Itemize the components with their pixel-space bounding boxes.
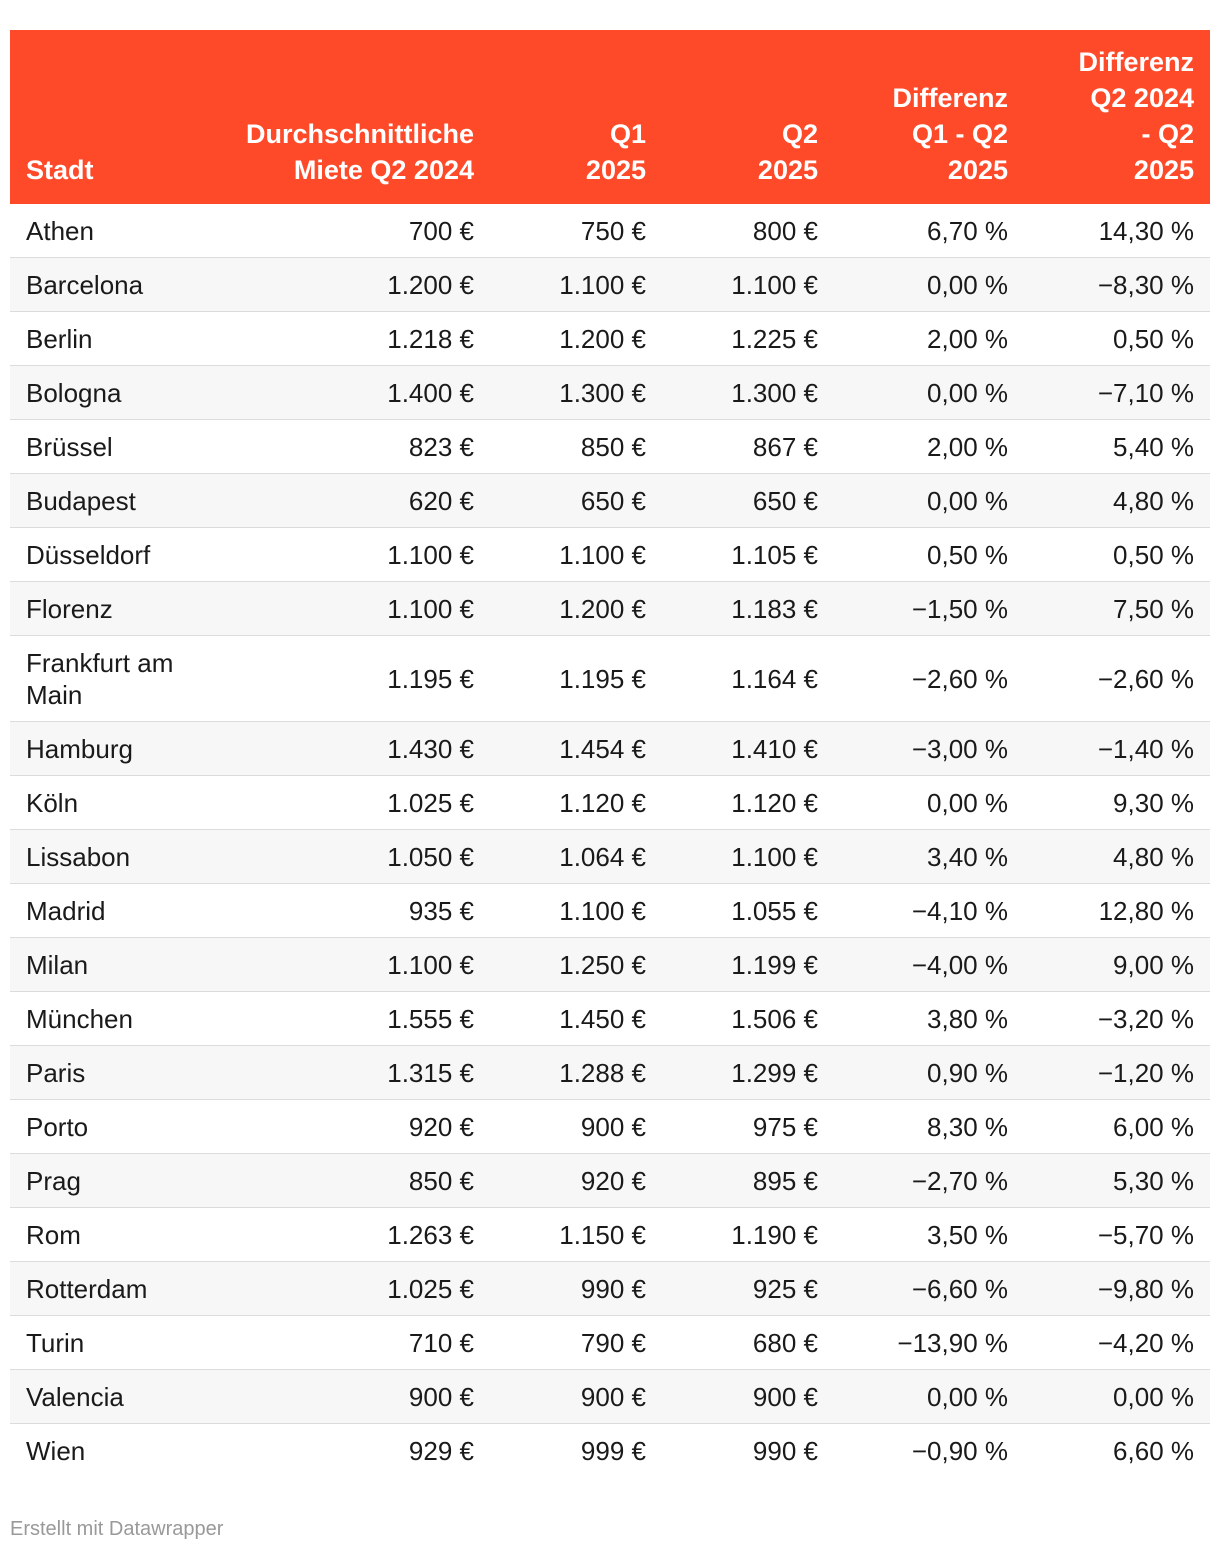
table-body [10,204,1210,1477]
cell-q1-2025: 1.100 € [490,528,662,582]
table-row [10,366,1210,420]
rent-table [10,30,1210,1477]
cell-diff-q1-q2: −2,60 % [834,636,1024,722]
cell-city: Turin [10,1316,200,1370]
cell-q2-2025: 1.105 € [662,528,834,582]
cell-city: Köln [10,776,200,830]
cell-avg-q2-2024: 1.100 € [200,582,490,636]
cell-diff-q1-q2: −4,10 % [834,884,1024,938]
header-diff-q1-q2[interactable] [834,30,1024,204]
cell-q1-2025: 900 € [490,1100,662,1154]
cell-avg-q2-2024: 1.050 € [200,830,490,884]
header-diff-yoy[interactable] [1024,30,1210,204]
cell-q2-2025: 680 € [662,1316,834,1370]
cell-diff-q1-q2: 8,30 % [834,1100,1024,1154]
cell-diff-yoy: 5,30 % [1024,1154,1210,1208]
header-line: 2025 [1133,155,1194,185]
table-row [10,258,1210,312]
table-row [10,582,1210,636]
header-line: Q1 - Q2 [911,119,1008,149]
cell-q2-2025: 1.410 € [662,722,834,776]
cell-city: Rom [10,1208,200,1262]
header-q2-2025[interactable] [662,30,834,204]
cell-diff-yoy: 6,00 % [1024,1100,1210,1154]
cell-diff-yoy: −5,70 % [1024,1208,1210,1262]
header-city[interactable] [10,30,200,204]
cell-diff-yoy: 14,30 % [1024,204,1210,258]
cell-q1-2025: 650 € [490,474,662,528]
cell-avg-q2-2024: 1.100 € [200,938,490,992]
header-line: - Q2 [1141,119,1194,149]
table-row [10,1370,1210,1424]
header-line: Q2 2024 [1090,83,1194,113]
cell-q2-2025: 925 € [662,1262,834,1316]
cell-avg-q2-2024: 1.400 € [200,366,490,420]
cell-diff-q1-q2: 0,90 % [834,1046,1024,1100]
cell-diff-q1-q2: 0,00 % [834,258,1024,312]
cell-city: Madrid [10,884,200,938]
cell-q2-2025: 975 € [662,1100,834,1154]
table-row [10,528,1210,582]
cell-diff-yoy: −8,30 % [1024,258,1210,312]
cell-q1-2025: 1.450 € [490,992,662,1046]
table-row [10,938,1210,992]
header-line: Q2 [781,119,818,149]
cell-q2-2025: 650 € [662,474,834,528]
cell-avg-q2-2024: 900 € [200,1370,490,1424]
cell-q1-2025: 999 € [580,1436,646,1466]
header-line: Differenz [892,83,1008,113]
cell-city: Lissabon [10,830,200,884]
cell-q2-2025: 1.199 € [662,938,834,992]
header-line: 2025 [947,155,1008,185]
cell-q2-2025: 1.100 € [662,830,834,884]
cell-diff-yoy: −1,20 % [1024,1046,1210,1100]
cell-diff-q1-q2: 0,00 % [834,1370,1024,1424]
cell-avg-q2-2024: 1.200 € [200,258,490,312]
cell-q1-2025: 1.200 € [490,582,662,636]
cell-diff-yoy: −7,10 % [1024,366,1210,420]
header-line: 2025 [757,155,818,185]
cell-city: Florenz [10,582,200,636]
header-q1-2025[interactable] [490,30,662,204]
cell-diff-yoy: 7,50 % [1024,582,1210,636]
cell-avg-q2-2024: 850 € [200,1154,490,1208]
cell-city: Düsseldorf [10,528,200,582]
cell-diff-q1-q2: 0,00 % [834,366,1024,420]
cell-q2-2025: 1.506 € [662,992,834,1046]
cell-diff-q1-q2: 2,00 % [834,312,1024,366]
cell-avg-q2-2024: 935 € [200,884,490,938]
cell-diff-yoy: −1,40 % [1024,722,1210,776]
table-row [10,884,1210,938]
cell-diff-q1-q2: 3,50 % [834,1208,1024,1262]
table-row [10,722,1210,776]
cell-diff-q1-q2: 6,70 % [834,204,1024,258]
cell-diff-yoy: −9,80 % [1024,1262,1210,1316]
cell-diff-yoy: −3,20 % [1024,992,1210,1046]
cell-avg-q2-2024: 620 € [200,474,490,528]
table-row [10,474,1210,528]
cell-city: Barcelona [10,258,200,312]
header-line: 2025 [585,155,646,185]
cell-diff-q1-q2: 0,00 % [834,474,1024,528]
cell-city: Prag [10,1154,200,1208]
cell-q2-2025: 990 € [752,1436,818,1466]
cell-avg-q2-2024: 1.195 € [200,636,490,722]
cell-q2-2025: 895 € [662,1154,834,1208]
cell-diff-q1-q2: 2,00 % [834,420,1024,474]
cell-city: Athen [10,204,200,258]
cell-q1-2025: 1.200 € [490,312,662,366]
cell-diff-q1-q2: −1,50 % [834,582,1024,636]
table-container [10,30,1210,1477]
header-line: Durchschnittliche [245,119,474,149]
cell-avg-q2-2024: 1.315 € [200,1046,490,1100]
cell-city: München [10,992,200,1046]
table-row [10,776,1210,830]
cell-city: Hamburg [10,722,200,776]
cell-avg-q2-2024: 710 € [200,1316,490,1370]
table-row [10,636,1210,722]
cell-diff-yoy: −4,20 % [1024,1316,1210,1370]
table-row [10,1100,1210,1154]
cell-diff-q1-q2: 3,40 % [834,830,1024,884]
cell-diff-yoy: 9,30 % [1024,776,1210,830]
cell-diff-q1-q2: 0,00 % [834,776,1024,830]
cell-avg-q2-2024: 1.263 € [200,1208,490,1262]
table-row [10,992,1210,1046]
cell-q2-2025: 1.183 € [662,582,834,636]
table-row [10,1262,1210,1316]
cell-q2-2025: 900 € [662,1370,834,1424]
cell-q2-2025: 1.120 € [662,776,834,830]
cell-avg-q2-2024: 1.100 € [200,528,490,582]
cell-diff-yoy: 9,00 % [1024,938,1210,992]
cell-q1-2025: 1.100 € [490,258,662,312]
header-line: Differenz [1078,47,1194,77]
cell-diff-yoy: 6,60 % [1113,1436,1194,1466]
cell-q2-2025: 1.164 € [662,636,834,722]
table-row [10,830,1210,884]
table-row [10,1316,1210,1370]
cell-q2-2025: 1.190 € [662,1208,834,1262]
cell-q1-2025: 1.288 € [490,1046,662,1100]
cell-city: Rotterdam [10,1262,200,1316]
header-row [10,30,1210,204]
cell-diff-q1-q2: −3,00 % [834,722,1024,776]
cell-diff-q1-q2: 0,50 % [834,528,1024,582]
cell-diff-yoy: 4,80 % [1024,474,1210,528]
cell-avg-q2-2024: 1.218 € [200,312,490,366]
cell-diff-yoy: 12,80 % [1024,884,1210,938]
cell-avg-q2-2024: 700 € [200,204,490,258]
cell-avg-q2-2024: 929 € [408,1436,474,1466]
cell-city: Frankfurt am Main [10,636,200,722]
cell-q1-2025: 1.250 € [490,938,662,992]
cell-q1-2025: 920 € [490,1154,662,1208]
cell-q2-2025: 1.055 € [662,884,834,938]
cell-diff-q1-q2: −4,00 % [834,938,1024,992]
cell-city: Berlin [10,312,200,366]
cell-q2-2025: 1.100 € [662,258,834,312]
header-line: Miete Q2 2024 [293,155,474,185]
cell-q1-2025: 790 € [490,1316,662,1370]
cell-q1-2025: 850 € [490,420,662,474]
header-line: Stadt [26,155,94,185]
cell-avg-q2-2024: 1.555 € [200,992,490,1046]
cell-avg-q2-2024: 920 € [200,1100,490,1154]
table-row [10,1208,1210,1262]
cell-q1-2025: 1.100 € [490,884,662,938]
cell-city: Valencia [10,1370,200,1424]
cell-city: Brüssel [10,420,200,474]
cell-diff-yoy: 0,50 % [1024,528,1210,582]
cell-diff-yoy: −2,60 % [1024,636,1210,722]
cell-q1-2025: 1.300 € [490,366,662,420]
table-row [10,1046,1210,1100]
footer-credit: Erstellt mit Datawrapper [10,1518,224,1540]
cell-city: Wien [26,1436,86,1466]
cell-diff-q1-q2: 3,80 % [834,992,1024,1046]
cell-avg-q2-2024: 823 € [200,420,490,474]
cell-q1-2025: 1.195 € [490,636,662,722]
cell-city: Porto [10,1100,200,1154]
cell-diff-yoy: 0,50 % [1024,312,1210,366]
cell-diff-yoy: 4,80 % [1024,830,1210,884]
table-row [10,1424,1210,1478]
cell-avg-q2-2024: 1.025 € [200,776,490,830]
table-row [10,312,1210,366]
cell-diff-q1-q2: −0,90 % [911,1436,1008,1466]
table-row [10,204,1210,258]
cell-q2-2025: 1.299 € [662,1046,834,1100]
table-row [10,420,1210,474]
cell-city: Budapest [10,474,200,528]
cell-q1-2025: 1.064 € [490,830,662,884]
cell-q1-2025: 1.150 € [490,1208,662,1262]
cell-avg-q2-2024: 1.430 € [200,722,490,776]
cell-city: Paris [10,1046,200,1100]
cell-q2-2025: 800 € [662,204,834,258]
cell-q1-2025: 1.120 € [490,776,662,830]
table-row [10,1154,1210,1208]
header-avg-q2-2024[interactable] [200,30,490,204]
cell-avg-q2-2024: 1.025 € [200,1262,490,1316]
cell-diff-q1-q2: −13,90 % [834,1316,1024,1370]
cell-q2-2025: 867 € [662,420,834,474]
cell-city: Bologna [10,366,200,420]
table-header [10,30,1210,204]
cell-q1-2025: 900 € [490,1370,662,1424]
cell-q1-2025: 1.454 € [490,722,662,776]
cell-diff-q1-q2: −2,70 % [834,1154,1024,1208]
cell-q2-2025: 1.300 € [662,366,834,420]
cell-diff-yoy: 5,40 % [1024,420,1210,474]
cell-diff-q1-q2: −6,60 % [834,1262,1024,1316]
cell-q1-2025: 990 € [490,1262,662,1316]
header-line: Q1 [609,119,646,149]
cell-q2-2025: 1.225 € [662,312,834,366]
cell-city: Milan [10,938,200,992]
cell-q1-2025: 750 € [490,204,662,258]
cell-diff-yoy: 0,00 % [1024,1370,1210,1424]
